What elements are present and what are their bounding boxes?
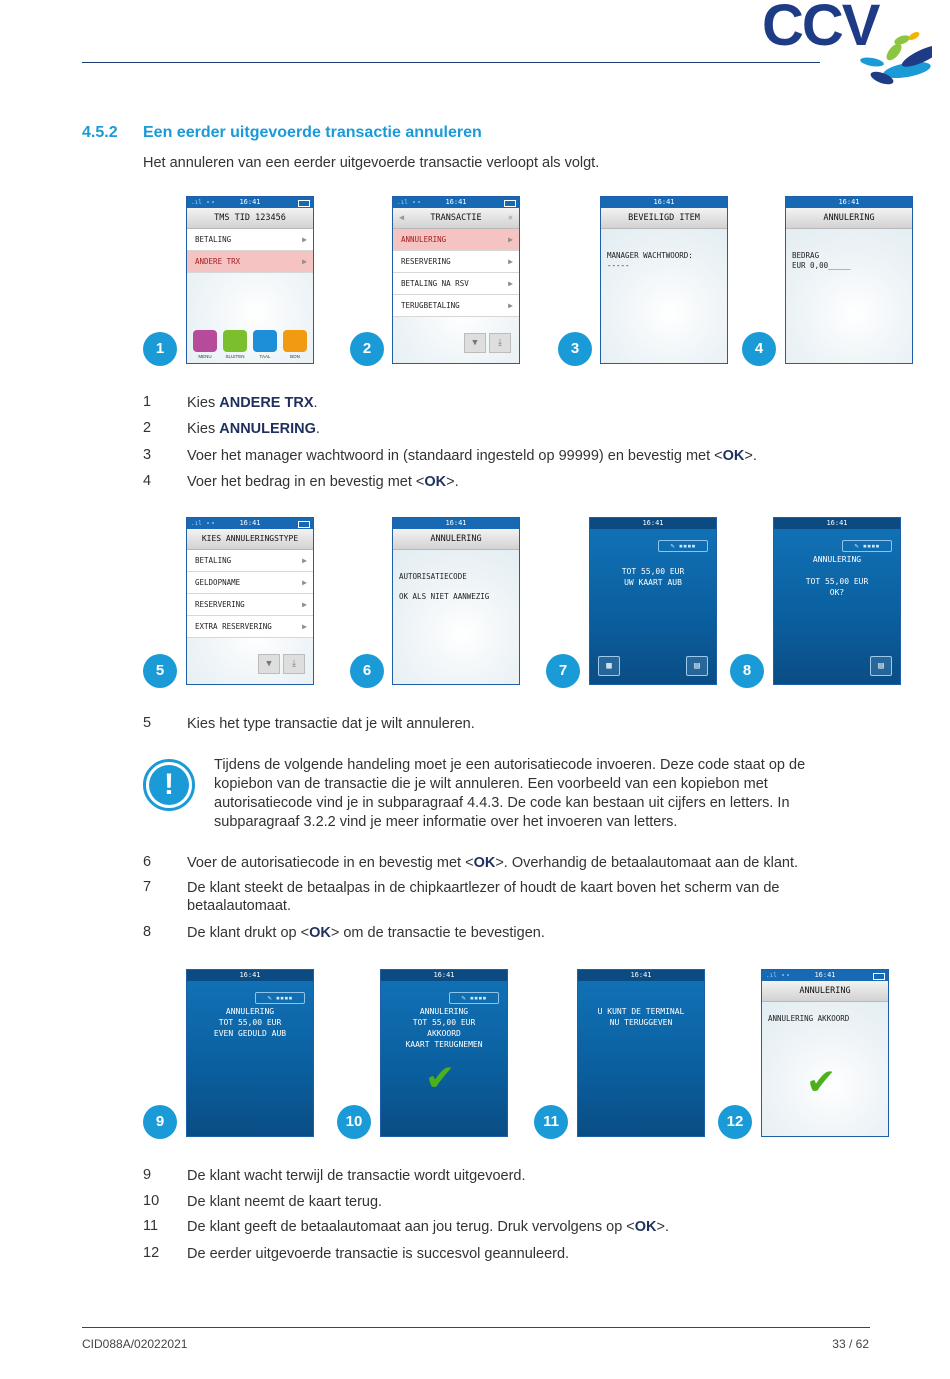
status-bar: .ıl ⚬⚬ 16:41 [187, 197, 313, 208]
receipt-icon[interactable]: ▤ [686, 656, 708, 676]
signal-icon: .ıl ⚬⚬ [191, 199, 216, 206]
arrow-right-icon: ▶ [302, 578, 307, 587]
status-bar: .ıl ⚬⚬ 16:41 [393, 197, 519, 208]
step-badge-8: 8 [730, 654, 764, 688]
terminal-screen-2 [392, 196, 520, 364]
screen-title: ◀ TRANSACTIE ✕ [393, 208, 519, 229]
menu-item-extra-reservering[interactable]: EXTRA RESERVERING ▶ [187, 616, 313, 638]
header-rule [82, 62, 820, 63]
status-bar: 16:41 [601, 197, 727, 208]
terminal-screen-4 [785, 196, 913, 364]
page-number: 33 / 62 [832, 1337, 869, 1351]
screen-title: ANNULERING [762, 981, 888, 1002]
arrow-right-icon: ▶ [302, 257, 307, 266]
arrow-right-icon: ▶ [302, 600, 307, 609]
authcode-prompt: AUTORISATIECODE OK ALS NIET AANWEZIG [399, 572, 490, 601]
terminal-screen-10 [380, 969, 508, 1137]
step-badge-12: 12 [718, 1105, 752, 1139]
nav-buttons [464, 333, 511, 353]
receipt-icon[interactable]: ▤ [870, 656, 892, 676]
terminal-screen-9 [186, 969, 314, 1137]
scroll-end-icon[interactable]: ⤓ [489, 333, 511, 353]
signal-icon: .ıl ⚬⚬ [191, 520, 216, 527]
status-bar: 16:41 [381, 970, 507, 981]
checkmark-icon: ✔ [425, 1058, 456, 1099]
terminal-screen-6 [392, 517, 520, 685]
menu-item-betaling[interactable]: BETALING ▶ [187, 229, 313, 251]
status-bar: .ıl ⚬⚬ 16:41 [187, 518, 313, 529]
screen-title: KIES ANNULERINGSTYPE [187, 529, 313, 550]
section-number: 4.5.2 [82, 124, 118, 141]
arrow-right-icon: ▶ [508, 257, 513, 266]
menu-item-andere-trx[interactable]: ANDERE TRX ▶ [187, 251, 313, 273]
step-badge-1: 1 [143, 332, 177, 366]
step-badge-10: 10 [337, 1105, 371, 1139]
screen-title: TMS TID 123456 [187, 208, 313, 229]
step-badge-5: 5 [143, 654, 177, 688]
footer-rule [82, 1327, 870, 1328]
status-bar: .ıl ⚬⚬ 16:41 [762, 970, 888, 981]
app-bar [193, 330, 307, 359]
nav-buttons [258, 654, 305, 674]
menu-item-reservering[interactable]: RESERVERING ▶ [187, 594, 313, 616]
signal-icon: .ıl ⚬⚬ [397, 199, 422, 206]
step-badge-2: 2 [350, 332, 384, 366]
step-badge-9: 9 [143, 1105, 177, 1139]
status-bar: 16:41 [393, 518, 519, 529]
battery-icon [504, 200, 516, 207]
signal-icon: .ıl ⚬⚬ [766, 972, 791, 979]
battery-icon [873, 973, 885, 980]
printer-icon [283, 330, 307, 352]
scroll-down-icon[interactable]: ▼ [464, 333, 486, 353]
processing-message: ANNULERING TOT 55,00 EUR EVEN GEDULD AUB [213, 1007, 287, 1038]
return-message: U KUNT DE TERMINAL NU TERUGGEVEN [597, 1007, 685, 1027]
status-bar: 16:41 [578, 970, 704, 981]
status-bar: 16:41 [786, 197, 912, 208]
bon-app[interactable]: BON [283, 330, 307, 359]
arrow-right-icon: ▶ [302, 556, 307, 565]
battery-icon [298, 521, 310, 528]
step-badge-7: 7 [546, 654, 580, 688]
scroll-down-icon[interactable]: ▼ [258, 654, 280, 674]
arrow-right-icon: ▶ [508, 279, 513, 288]
key-icon [223, 330, 247, 352]
terminal-screen-3 [600, 196, 728, 364]
screen-title: BEVEILIGD ITEM [601, 208, 727, 229]
document-id: CID088A/02022021 [82, 1337, 188, 1351]
checkmark-icon: ✔ [806, 1062, 837, 1103]
menu-app[interactable]: MENU [193, 330, 217, 359]
screen-title: ANNULERING [393, 529, 519, 550]
section-title: Een eerder uitgevoerde transactie annuleren [143, 124, 482, 141]
success-message: ANNULERING AKKOORD [768, 1014, 850, 1023]
scroll-end-icon[interactable]: ⤓ [283, 654, 305, 674]
keypad-icon[interactable]: ▦ [598, 656, 620, 676]
close-icon[interactable]: ✕ [507, 213, 513, 223]
menu-item-terugbetaling[interactable]: TERUGBETALING ▶ [393, 295, 519, 317]
terminal-screen-1 [186, 196, 314, 364]
arrow-right-icon: ▶ [508, 235, 513, 244]
screen-title: ANNULERING [786, 208, 912, 229]
intro-text: Het annuleren van een eerder uitgevoerde transactie verloopt als volgt. [143, 155, 600, 171]
info-note: Tijdens de volgende handeling moet je een autorisatiecode invoeren. Deze code staat op de kopiebon van de transactie die je wilt annuleren. Een voorbeeld van een kopiebon met autorisatiecode vind je in subparagraaf 4.4.3. De code kan bestaan uit cijfers en letters. In subparagraaf 3.2.2 vind je meer informatie over het invoeren van letters. [214, 757, 806, 830]
step-badge-6: 6 [350, 654, 384, 688]
status-bar: 16:41 [590, 518, 716, 529]
menu-item-betaling-na-rsv[interactable]: BETALING NA RSV ▶ [393, 273, 519, 295]
amount-prompt: BEDRAG EUR 0,00_____ [792, 251, 851, 270]
menu-icon [193, 330, 217, 352]
card-reader-icon: ✎ ▪▪▪▪ [658, 540, 708, 552]
step-badge-4: 4 [742, 332, 776, 366]
terminal-screen-11 [577, 969, 705, 1137]
card-reader-icon: ✎ ▪▪▪▪ [449, 992, 499, 1004]
terminal-screen-12 [761, 969, 889, 1137]
card-reader-icon: ✎ ▪▪▪▪ [842, 540, 892, 552]
card-reader-icon: ✎ ▪▪▪▪ [255, 992, 305, 1004]
terminal-screen-8 [773, 517, 901, 685]
menu-item-betaling[interactable]: BETALING ▶ [187, 550, 313, 572]
sluiten-app[interactable]: SLUITEN [223, 330, 247, 359]
card-prompt: TOT 55,00 EUR UW KAART AUB [621, 567, 685, 587]
menu-item-reservering[interactable]: RESERVERING ▶ [393, 251, 519, 273]
password-prompt: MANAGER WACHTWOORD: ----- [607, 251, 693, 270]
flower-icon [842, 0, 932, 95]
terminal-screen-5 [186, 517, 314, 685]
menu-item-annulering[interactable]: ANNULERING ▶ [393, 229, 519, 251]
flag-icon [253, 330, 277, 352]
exclamation-icon: ! [143, 759, 195, 811]
step-badge-3: 3 [558, 332, 592, 366]
taal-app[interactable]: TAAL [253, 330, 277, 359]
step-badge-11: 11 [534, 1105, 568, 1139]
status-bar: 16:41 [774, 518, 900, 529]
arrow-right-icon: ▶ [302, 622, 307, 631]
arrow-right-icon: ▶ [302, 235, 307, 244]
logo-text: CCV [762, 0, 879, 58]
battery-icon [298, 200, 310, 207]
back-icon[interactable]: ◀ [399, 213, 405, 223]
terminal-screen-7 [589, 517, 717, 685]
approved-message: ANNULERING TOT 55,00 EUR AKKOORD KAART TERUGNEMEN [405, 1007, 483, 1049]
status-bar: 16:41 [187, 970, 313, 981]
confirm-prompt: ANNULERING TOT 55,00 EUR OK? [805, 555, 869, 597]
menu-item-geldopname[interactable]: GELDOPNAME ▶ [187, 572, 313, 594]
ccv-logo [762, 0, 947, 95]
arrow-right-icon: ▶ [508, 301, 513, 310]
